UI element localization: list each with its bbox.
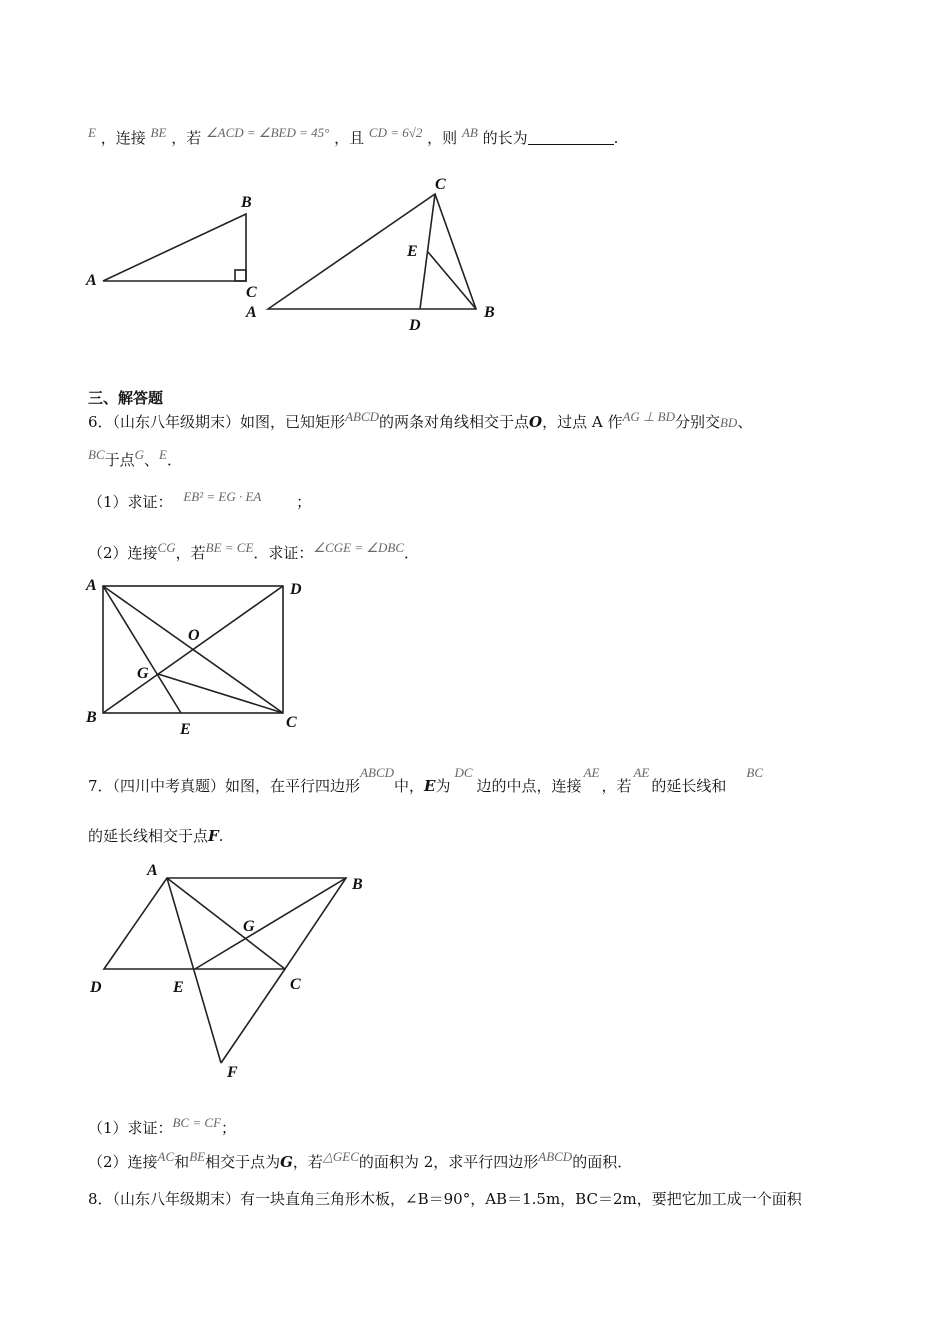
math: ABCD xyxy=(538,1149,573,1164)
text: ，若 xyxy=(175,544,206,562)
text: 边的中点，连接 xyxy=(476,777,582,795)
text: 为 xyxy=(435,777,451,795)
text: 分别交 xyxy=(674,413,720,431)
label-c: C xyxy=(290,976,301,993)
question-number: 6． xyxy=(88,413,113,431)
math-o: O xyxy=(529,413,543,431)
segment-cf xyxy=(221,969,285,1063)
math: BE = CE xyxy=(205,540,254,555)
text: ； xyxy=(296,493,312,511)
text: 的面积． xyxy=(572,1153,633,1171)
text: 相交于点为 xyxy=(205,1153,281,1171)
text: 的面积为 2，求平行四边形 xyxy=(358,1153,539,1171)
text: （四川中考真题）如图，在平行四边形 xyxy=(112,777,361,795)
text: 和 xyxy=(174,1153,190,1171)
label-c: C xyxy=(435,176,446,193)
math: △GEC xyxy=(322,1149,359,1164)
label-g: G xyxy=(137,665,149,682)
math-e: E xyxy=(88,125,96,140)
label-a: A xyxy=(246,304,257,321)
label-c: C xyxy=(286,714,297,731)
math: CG xyxy=(157,540,176,555)
text: 中， xyxy=(394,777,425,795)
math: E xyxy=(159,447,167,462)
label-b: B xyxy=(241,194,252,211)
math: ABCD xyxy=(345,409,380,424)
label-f: F xyxy=(227,1064,238,1081)
label-d: D xyxy=(90,979,102,996)
math-be: BE xyxy=(150,125,167,140)
text: ，若 xyxy=(171,129,202,147)
text: ． xyxy=(404,544,420,562)
label-g: G xyxy=(243,918,255,935)
text: （2）连接 xyxy=(88,544,158,562)
text: ； xyxy=(221,1119,237,1137)
math: AE xyxy=(583,765,600,780)
question-number: 7． xyxy=(88,777,113,795)
math: AG ⊥ BD xyxy=(622,409,675,424)
label-d: D xyxy=(290,581,302,598)
text: 的两条对角线相交于点 xyxy=(379,413,530,431)
text: 的延长线相交于点 xyxy=(88,827,209,845)
segment-af xyxy=(167,878,221,1063)
text: ，连接 xyxy=(100,129,146,147)
label-d: D xyxy=(409,317,421,334)
math-cd: CD = 6√2 xyxy=(368,125,423,140)
math: BE xyxy=(189,1149,206,1164)
q7-part2 xyxy=(88,1149,633,1173)
text: 的长为 xyxy=(482,129,528,147)
label-e: E xyxy=(180,721,191,738)
text: （2）连接 xyxy=(88,1153,158,1171)
math: BC xyxy=(88,447,105,462)
label-a: A xyxy=(147,862,158,879)
text: （山东八年级期末）如图，已知矩形 xyxy=(112,413,346,431)
math: DC xyxy=(454,765,473,780)
math: BC xyxy=(746,765,763,780)
label-c: C xyxy=(246,284,257,301)
text: ，过点 A 作 xyxy=(542,413,623,431)
segment-ac xyxy=(167,878,285,969)
text: 、 xyxy=(737,413,753,431)
segment-eb xyxy=(195,878,346,969)
math-f: F xyxy=(208,827,219,845)
label-o: O xyxy=(188,627,200,644)
text: ．求证： xyxy=(253,544,314,562)
text: ． xyxy=(167,451,183,469)
text: （山东八年级期末）有一块直角三角形木板，∠B＝90°，AB＝1.5m，BC＝2m，要把它加工成一个面积 xyxy=(112,1190,802,1208)
text: （1）求证： xyxy=(88,493,173,511)
question-number: 8． xyxy=(88,1190,113,1208)
math: AE xyxy=(633,765,650,780)
label-b: B xyxy=(352,876,363,893)
text: ，则 xyxy=(427,129,458,147)
math: EB² = EG · EA xyxy=(183,489,262,504)
math: G xyxy=(134,447,145,462)
label-a: A xyxy=(86,577,97,594)
text: ，若 xyxy=(292,1153,323,1171)
text: 的延长线和 xyxy=(651,777,727,795)
q8-line1 xyxy=(88,1189,802,1209)
math: BD xyxy=(719,415,738,430)
math-g: G xyxy=(280,1153,293,1171)
text: . xyxy=(613,129,619,147)
text: ，且 xyxy=(334,129,365,147)
math-e: E xyxy=(424,777,436,795)
text: 、 xyxy=(144,451,160,469)
section-heading: 三、解答题 xyxy=(88,389,164,407)
label-b: B xyxy=(86,709,97,726)
math: AC xyxy=(157,1149,175,1164)
text: ，若 xyxy=(601,777,632,795)
text: . xyxy=(218,827,224,845)
label-b: B xyxy=(484,304,495,321)
math: BC = CF xyxy=(172,1115,222,1130)
math-angle-eq: ∠ACD = ∠BED = 45° xyxy=(206,125,330,140)
math: ∠CGE = ∠DBC xyxy=(313,540,405,555)
label-a: A xyxy=(86,272,97,289)
text: 于点 xyxy=(104,451,135,469)
text: （1）求证： xyxy=(88,1119,173,1137)
q7-part1 xyxy=(88,1115,237,1139)
math-ab: AB xyxy=(461,125,478,140)
label-e: E xyxy=(407,243,418,260)
label-e: E xyxy=(173,979,184,996)
math: ABCD xyxy=(360,765,395,780)
